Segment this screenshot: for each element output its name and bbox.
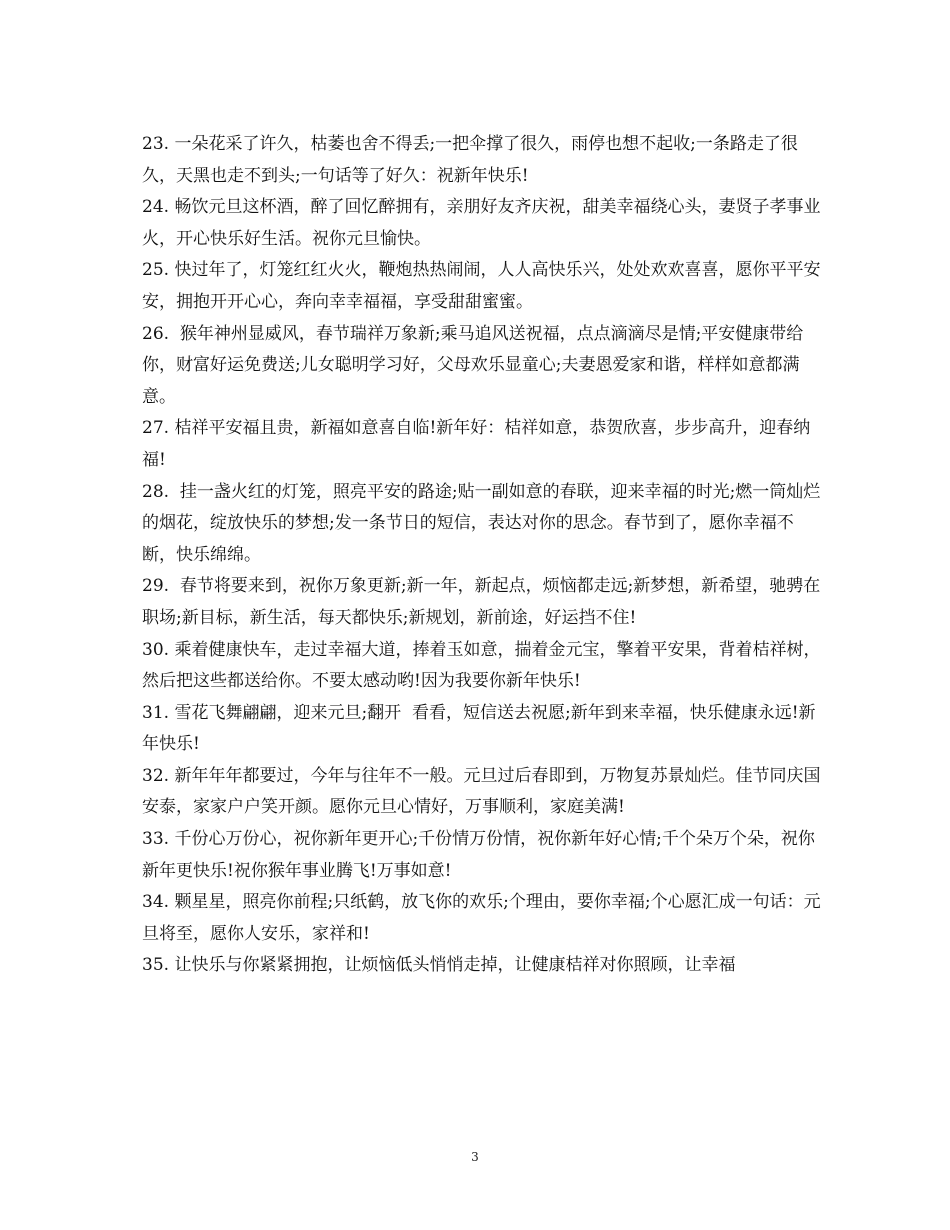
greeting-entry-27: 27. 桔祥平安福且贵，新福如意喜自临!新年好：桔祥如意，恭贺欣喜，步步高升，迎春纳福! [142, 418, 811, 470]
greeting-entry-26: 26. 猴年神州显威风，春节瑞祥万象新;乘马追风送祝福，点点滴滴尽是情;平安健康带给你，财富好运免费送;儿女聪明学习好，父母欢乐显童心;夫妻恩爱家和谐，样样如意都满意。 [142, 323, 804, 407]
greeting-entry-29: 29. 春节将要来到，祝你万象更新;新一年，新起点，烦恼都走远;新梦想，新希望，驰骋在职场;新目标，新生活，每天都快乐;新规划，新前途，好运挡不住! [142, 576, 821, 628]
greeting-entry-34: 34. 颗星星，照亮你前程;只纸鹤，放飞你的欢乐;个理由，要你幸福;个心愿汇成一句话：元旦将至，愿你人安乐，家祥和! [142, 892, 821, 944]
document-body [142, 129, 822, 982]
greeting-entry-28: 28. 挂一盏火红的灯笼，照亮平安的路途;贴一副如意的春联，迎来幸福的时光;燃一筒灿烂的烟花，绽放快乐的梦想;发一条节日的短信，表达对你的思念。春节到了，愿你幸福不断，快乐绵绵。 [142, 481, 821, 565]
greeting-entry-33: 33. 千份心万份心，祝你新年更开心;千份情万份情，祝你新年好心情;千个朵万个朵，祝你新年更快乐!祝你猴年事业腾飞!万事如意! [142, 829, 815, 881]
greeting-entry-32: 32. 新年年年都要过，今年与往年不一般。元旦过后春即到，万物复苏景灿烂。佳节同庆国安泰，家家户户笑开颜。愿你元旦心情好，万事顺利，家庭美满! [142, 765, 821, 818]
greeting-entry-35: 35. 让快乐与你紧紧拥抱，让烦恼低头悄悄走掉，让健康桔祥对你照顾，让幸福 [142, 955, 736, 976]
greeting-entry-23: 23. 一朵花采了许久，枯萎也舍不得丢;一把伞撑了很久，雨停也想不起收;一条路走了很久，天黑也走不到头;一句话等了好久：祝新年快乐! [142, 134, 798, 186]
greeting-entry-31: 31. 雪花飞舞翩翩，迎来元旦;翻开 看看，短信送去祝愿;新年到来幸福，快乐健康永远!新年快乐! [142, 702, 816, 755]
page-number: 3 [471, 1150, 479, 1164]
greeting-entry-25: 25. 快过年了，灯笼红红火火，鞭炮热热闹闹，人人高快乐兴，处处欢欢喜喜，愿你平平安安，拥抱开开心心，奔向幸幸福福，享受甜甜蜜蜜。 [142, 260, 821, 312]
greeting-entry-30: 30. 乘着健康快车，走过幸福大道，捧着玉如意，揣着金元宝，擎着平安果，背着桔祥树，然后把这些都送给你。不要太感动哟!因为我要你新年快乐! [142, 639, 821, 692]
greeting-entry-24: 24. 畅饮元旦这杯酒，醉了回忆醉拥有，亲朋好友齐庆祝，甜美幸福绕心头，妻贤子孝事业火，开心快乐好生活。祝你元旦愉快。 [142, 197, 821, 249]
